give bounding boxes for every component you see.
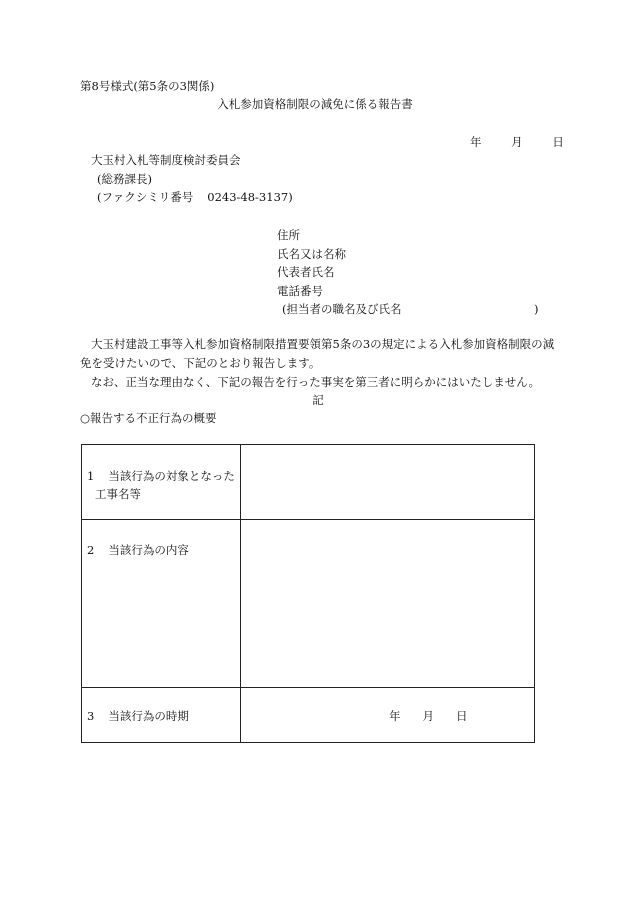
row-label-text-line2: 工事名等 xyxy=(95,487,141,501)
row-label xyxy=(82,520,241,688)
addressee-fax xyxy=(97,190,293,204)
row-value-cell[interactable] xyxy=(241,445,535,520)
row-label xyxy=(82,445,241,520)
submission-date xyxy=(470,135,564,149)
table-row xyxy=(82,688,535,743)
applicant-contact-label: (担当者の職名及び氏名 xyxy=(282,302,402,316)
period-month-label: 月 xyxy=(422,709,434,723)
row-label-text: 当該行為の内容 xyxy=(108,543,189,557)
date-month-label: 月 xyxy=(511,135,523,149)
addressee-department: (総務課長) xyxy=(97,172,152,186)
row-label-text: 当該行為の時期 xyxy=(108,709,189,723)
date-year-label: 年 xyxy=(470,135,482,149)
row-label-text: 当該行為の対象となった xyxy=(108,469,235,483)
row-number: 3 xyxy=(87,709,95,723)
table-row xyxy=(82,520,535,688)
row-value-cell[interactable] xyxy=(241,520,535,688)
body-paragraph-1: 大玉村建設工事等入札参加資格制限措置要領第5条の3の規定による入札参加資格制限の減免を受けたいので、下記のとおり報告します。 xyxy=(80,337,555,370)
applicant-name-label: 氏名又は名称 xyxy=(277,247,346,261)
applicant-contact-close: ) xyxy=(534,302,539,316)
row-number: 2 xyxy=(87,543,95,557)
period-day-label: 日 xyxy=(456,709,468,723)
form-number: 第8号様式(第5条の3関係) xyxy=(80,79,215,93)
ki-heading: 記 xyxy=(312,393,324,407)
section-heading: ○報告する不正行為の概要 xyxy=(80,411,217,425)
applicant-phone-label: 電話番号 xyxy=(277,284,323,298)
fax-label: (ファクシミリ番号 xyxy=(97,190,194,204)
fax-number: 0243-48-3137) xyxy=(207,190,293,204)
row-number: 1 xyxy=(87,469,95,483)
addressee-committee: 大玉村入札等制度検討委員会 xyxy=(91,153,241,167)
period-year-label: 年 xyxy=(389,709,401,723)
date-day-label: 日 xyxy=(552,135,564,149)
row-value-cell[interactable] xyxy=(241,688,535,743)
table-row xyxy=(82,445,535,520)
applicant-representative-label: 代表者氏名 xyxy=(277,265,335,279)
report-table xyxy=(81,444,535,743)
document-title: 入札参加資格制限の減免に係る報告書 xyxy=(217,97,413,111)
row-label xyxy=(82,688,241,743)
body-paragraph-2: なお、正当な理由なく、下記の報告を行った事実を第三者に明らかにはいたしません。 xyxy=(91,375,540,389)
applicant-address-label: 住所 xyxy=(277,228,300,242)
